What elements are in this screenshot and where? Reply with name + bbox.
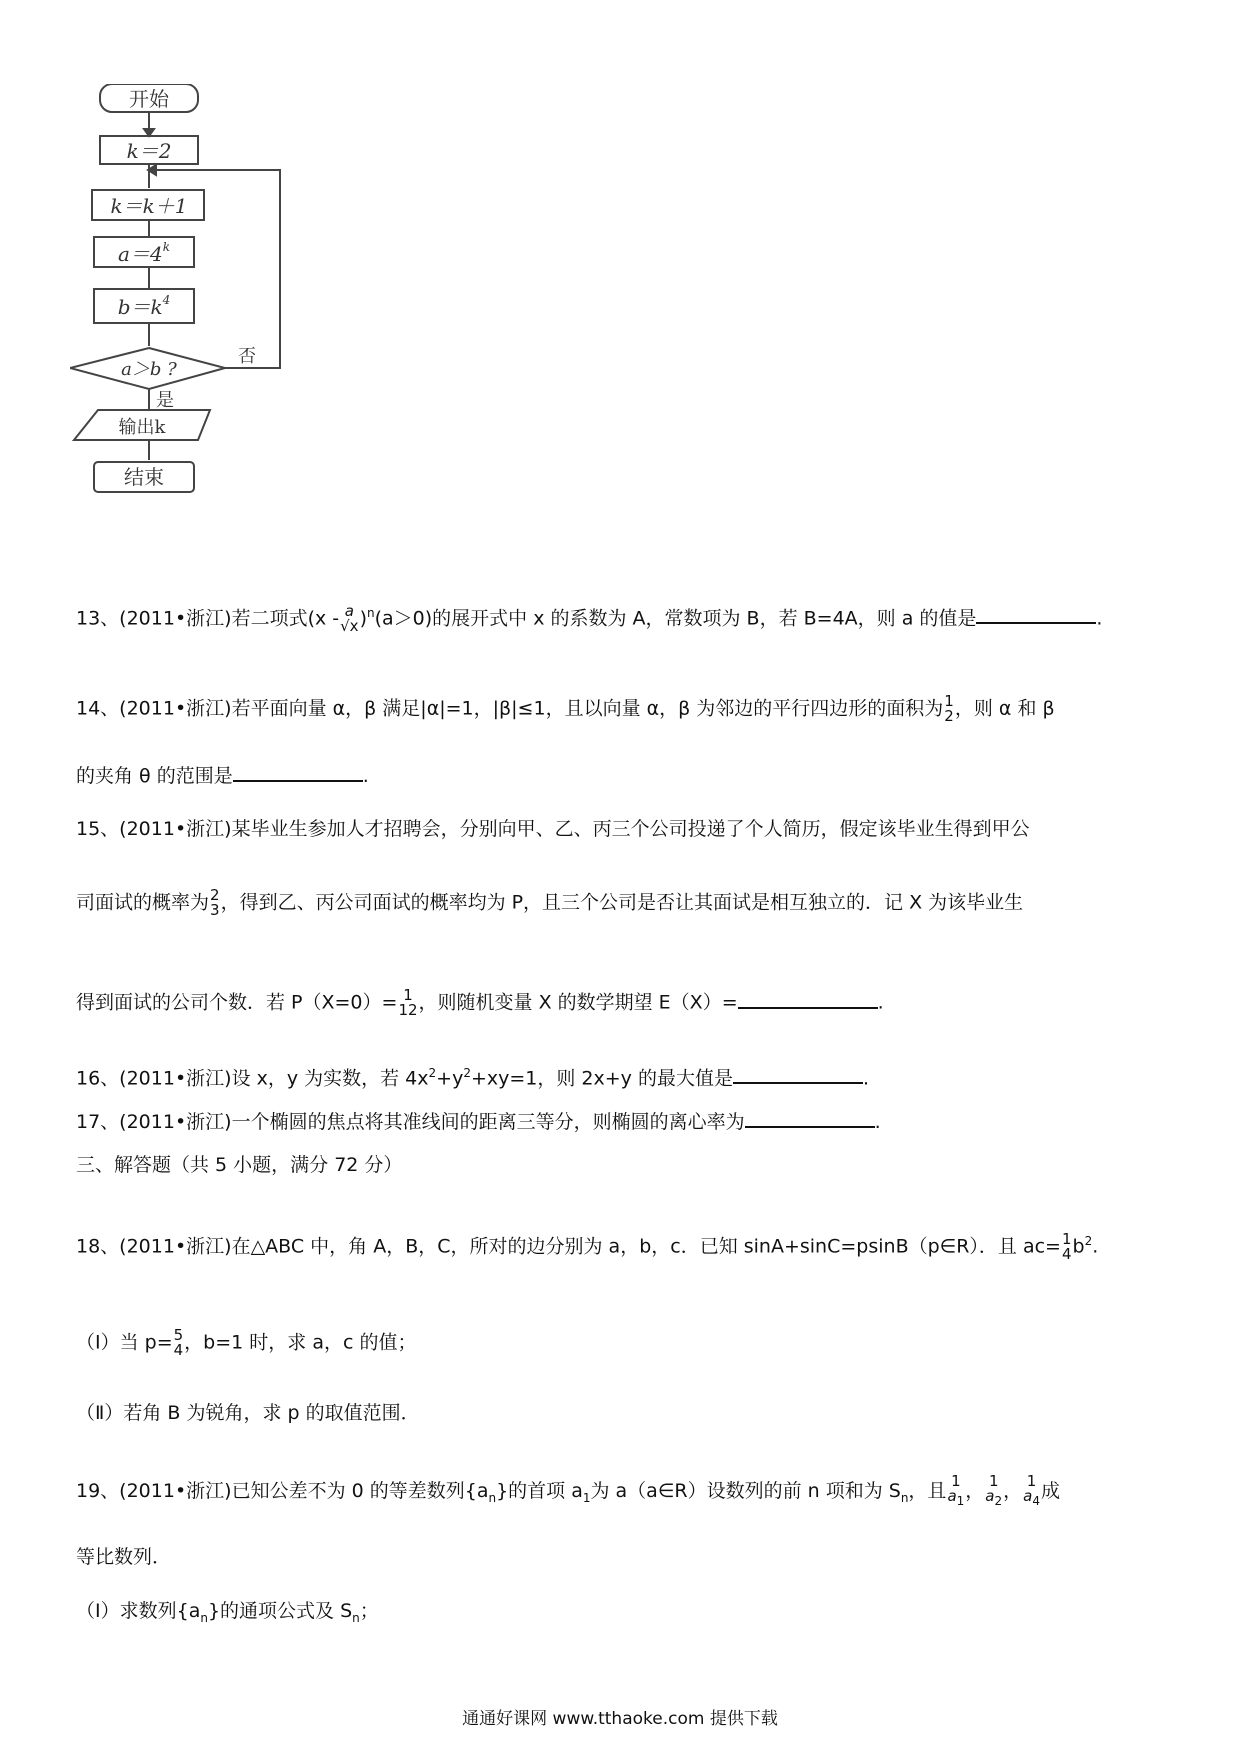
q15-frac2-den: 12 bbox=[398, 1001, 418, 1019]
q15-line2-text-1: 司面试的概率为 bbox=[76, 891, 210, 914]
q16-sup-2: 2 bbox=[463, 1066, 471, 1080]
q14-text-2: ，则 α 和 β bbox=[954, 697, 1055, 720]
q19-f2-num: 1 bbox=[988, 1472, 999, 1490]
q19-f2-den: a bbox=[985, 1487, 995, 1505]
q19-f1-den: a bbox=[947, 1487, 957, 1505]
q18-sup: 2 bbox=[1084, 1234, 1093, 1248]
flow-assign-b-base: b＝k bbox=[117, 295, 163, 319]
q19-f3-den: a bbox=[1023, 1487, 1033, 1505]
section-3-heading bbox=[76, 1152, 402, 1178]
q17-answer-blank[interactable] bbox=[745, 1108, 875, 1128]
flowchart bbox=[70, 84, 330, 564]
q18-sub1-text-2: ，b=1 时，求 a，c 的值； bbox=[184, 1331, 417, 1354]
q15-line1: 15、(2011•浙江)某毕业生参加人才招聘会，分别向甲、乙、丙三个公司投递了个人简历，假定该毕业生得到甲公 bbox=[76, 818, 1030, 840]
q15-line3-text-1: 得到面试的公司个数．若 P（X=0）= bbox=[76, 991, 398, 1014]
q19-sub-n1: n bbox=[488, 1490, 497, 1505]
q19-sep-1: ， bbox=[965, 1480, 985, 1502]
question-15-line2 bbox=[76, 888, 1023, 918]
q19-text-5: 成 bbox=[1041, 1480, 1061, 1502]
question-17 bbox=[76, 1108, 881, 1135]
q15-frac1-num: 2 bbox=[210, 886, 220, 904]
q19-sub-n2: n bbox=[900, 1490, 909, 1505]
q19-f2-den-wrap bbox=[985, 1489, 1002, 1509]
q18-sub1-text-1: （Ⅰ）当 p= bbox=[76, 1331, 173, 1354]
q19-line2-text: 等比数列． bbox=[76, 1546, 172, 1568]
q18-text-2: b bbox=[1072, 1235, 1085, 1258]
q16-answer-blank[interactable] bbox=[733, 1064, 863, 1084]
q13-fraction bbox=[340, 601, 359, 635]
flow-output-label: 输出k bbox=[118, 417, 166, 438]
flow-init-label: k＝2 bbox=[126, 139, 172, 163]
q15-answer-blank[interactable] bbox=[738, 989, 878, 1009]
q19-f3-num: 1 bbox=[1026, 1472, 1037, 1490]
question-14 bbox=[76, 694, 1055, 724]
q14-answer-blank[interactable] bbox=[233, 762, 363, 782]
q15-line3-text-2: ，则随机变量 X 的数学期望 E（X）= bbox=[418, 991, 738, 1014]
flow-yes-label: 是 bbox=[156, 390, 174, 411]
q19-sub-1: 1 bbox=[582, 1490, 591, 1505]
q17-tail: . bbox=[874, 1111, 881, 1133]
question-19 bbox=[76, 1474, 1060, 1511]
q14-text-1: 14、(2011•浙江)若平面向量 α，β 满足|α|=1，|β|≤1，且以向量 α，β 为邻边的平行四边形的面积为 bbox=[76, 697, 944, 720]
q19-fraction-2 bbox=[985, 1474, 1002, 1509]
q15-tail: . bbox=[877, 991, 884, 1014]
flow-assign-a-exp: k bbox=[162, 240, 170, 254]
question-16 bbox=[76, 1060, 869, 1091]
q13-frac-num: a bbox=[344, 601, 354, 620]
q13-tail: . bbox=[1096, 607, 1103, 630]
q13-text-2: ) bbox=[359, 607, 367, 630]
question-14-line2 bbox=[76, 762, 369, 789]
question-19-part1 bbox=[76, 1598, 379, 1631]
q18-sub1-fraction bbox=[174, 1328, 184, 1358]
q15-fraction-2 bbox=[398, 988, 417, 1018]
q19-f1-den-wrap bbox=[947, 1489, 964, 1509]
q14-tail: . bbox=[362, 765, 369, 787]
q15-fraction-1 bbox=[210, 888, 220, 918]
q19-sub1-n: n bbox=[200, 1610, 208, 1625]
q16-text-3: +xy=1，则 2x+y 的最大值是 bbox=[470, 1067, 733, 1090]
flow-assign-b-exp: 4 bbox=[162, 293, 171, 307]
flow-assign-a-base: a＝4 bbox=[118, 242, 163, 266]
q19-text-2: }的首项 a bbox=[496, 1480, 583, 1502]
q17-text: 17、(2011•浙江)一个椭圆的焦点将其准线间的距离三等分，则椭圆的离心率为 bbox=[76, 1111, 745, 1133]
q18-sub2-text: （Ⅱ）若角 B 为锐角，求 p 的取值范围． bbox=[76, 1402, 420, 1424]
flow-increment-label: k＝k＋1 bbox=[110, 194, 188, 218]
q18-frac-num: 1 bbox=[1061, 1229, 1072, 1248]
q15-frac1-den: 3 bbox=[210, 901, 220, 919]
q19-sub1-text-2: }的通项公式及 S bbox=[207, 1600, 353, 1622]
flow-no-label: 否 bbox=[238, 346, 256, 367]
question-18-part1 bbox=[76, 1328, 416, 1358]
question-13 bbox=[76, 600, 1102, 634]
q18-sub1-frac-den: 4 bbox=[173, 1341, 184, 1359]
q14-fraction bbox=[944, 694, 954, 724]
q19-f1-num: 1 bbox=[951, 1472, 961, 1490]
q19-sub1-n2: n bbox=[352, 1610, 360, 1625]
q19-sub1-text-1: （Ⅰ）求数列{a bbox=[76, 1600, 201, 1622]
q19-text-4: ，且 bbox=[908, 1480, 947, 1502]
q18-sub1-frac-num: 5 bbox=[173, 1326, 184, 1344]
q19-sep-2: ， bbox=[1003, 1480, 1023, 1502]
flow-end-label: 结束 bbox=[124, 465, 164, 489]
question-15-line3 bbox=[76, 988, 884, 1018]
page-footer bbox=[0, 1704, 1240, 1729]
q19-fraction-1 bbox=[947, 1474, 964, 1509]
q19-sub1-text-3: ； bbox=[359, 1600, 379, 1622]
q16-text-1: 16、(2011•浙江)设 x，y 为实数，若 4x bbox=[76, 1067, 429, 1090]
q18-text-1: 18、(2011•浙江)在△ABC 中，角 A，B，C，所对的边分别为 a，b，c．已知 sinA+sinC=psinB（p∈R）．且 ac= bbox=[76, 1235, 1061, 1258]
q16-sup-1: 2 bbox=[428, 1066, 437, 1080]
q13-frac-den: √x bbox=[340, 616, 359, 635]
question-18-part2 bbox=[76, 1400, 420, 1426]
q19-f1-sub: 1 bbox=[956, 1494, 965, 1508]
q15-frac2-num: 1 bbox=[403, 986, 413, 1004]
q13-text-3: (a＞0)的展开式中 x 的系数为 A，常数项为 B，若 B=4A，则 a 的值是 bbox=[374, 607, 977, 630]
question-19-line2 bbox=[76, 1544, 171, 1570]
q14-frac-den: 2 bbox=[944, 707, 954, 725]
flow-assign-b-label bbox=[118, 293, 171, 319]
q19-text-3: 为 a（a∈R）设数列的前 n 项和为 S bbox=[590, 1480, 901, 1502]
q18-fraction bbox=[1061, 1229, 1072, 1263]
q14-line2-text: 的夹角 θ 的范围是 bbox=[76, 765, 233, 787]
flow-start-label: 开始 bbox=[129, 87, 169, 111]
footer-text: 通通好课网 www.tthaoke.com 提供下载 bbox=[462, 1709, 778, 1729]
q14-frac-num: 1 bbox=[944, 692, 954, 710]
question-15 bbox=[76, 816, 1030, 842]
q19-text-1: 19、(2011•浙江)已知公差不为 0 的等差数列{a bbox=[76, 1480, 489, 1502]
q19-f3-sub: 4 bbox=[1032, 1494, 1040, 1508]
q16-tail: . bbox=[862, 1067, 870, 1090]
q18-frac-den: 4 bbox=[1061, 1244, 1072, 1263]
q18-tail: . bbox=[1092, 1235, 1099, 1258]
q13-text-1: 13、(2011•浙江)若二项式(x - bbox=[76, 607, 340, 630]
q19-fraction-3 bbox=[1023, 1474, 1040, 1509]
q13-answer-blank[interactable] bbox=[976, 604, 1096, 624]
q15-line2-text-2: ，得到乙、丙公司面试的概率均为 P，且三个公司是否让其面试是相互独立的．记 X 为该毕业生 bbox=[220, 891, 1024, 914]
flow-assign-a-label bbox=[118, 240, 170, 266]
q13-sup: n bbox=[366, 606, 375, 620]
q19-f3-den-wrap bbox=[1023, 1489, 1040, 1509]
question-18 bbox=[76, 1228, 1098, 1262]
q19-f2-sub: 2 bbox=[994, 1494, 1003, 1508]
q16-text-2: +y bbox=[436, 1067, 464, 1090]
flow-decision-label: a＞b ? bbox=[121, 359, 177, 380]
section-3-text: 三、解答题（共 5 小题，满分 72 分） bbox=[76, 1154, 403, 1176]
